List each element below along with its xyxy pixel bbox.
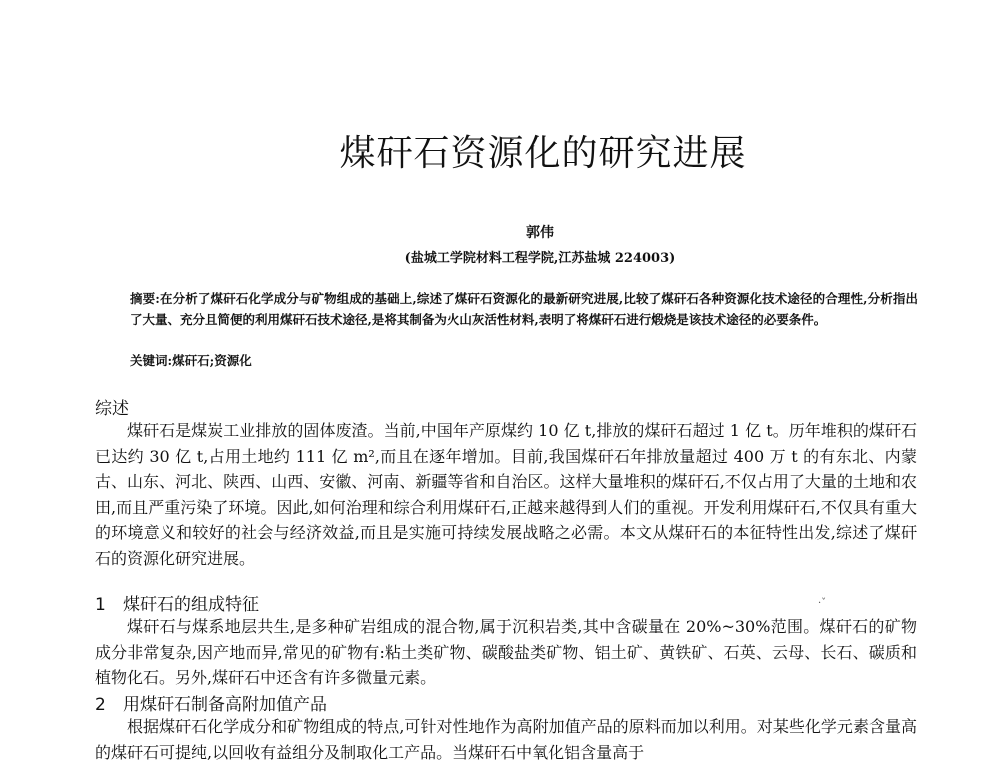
section-paragraph-high-value-products: 根据煤矸石化学成分和矿物组成的特点,可针对性地作为高附加值产品的原料而加以利用。对某些化学元素含量高的煤矸石可提纯,以回收有益组分及制取化工产品。当煤矸石中氧化铝含量高于: [95, 717, 917, 760]
author-affiliation: (盐城工学院材料工程学院,江苏盐城 224003): [404, 251, 676, 266]
section-heading-overview: [95, 394, 129, 419]
scan-artifact-mark: ·ˇ: [818, 598, 827, 609]
section-heading-high-value-products: [95, 690, 327, 715]
section-heading-text: 煤矸石的组成特征: [123, 595, 259, 615]
abstract: [130, 288, 918, 330]
keywords-label: 关键词:: [130, 353, 173, 368]
abstract-text: 在分析了煤矸石化学成分与矿物组成的基础上,综述了煤矸石资源化的最新研究进展,比较了煤矸石各种资源化技术途径的合理性,分析指出了大量、充分且简便的利用煤矸石技术途径,是将其制备为火山灰活性材料,表明了将煤矸石进行煅烧是该技术途径的必要条件。: [130, 291, 918, 327]
section-paragraph-composition: 煤矸石与煤系地层共生,是多种矿岩组成的混合物,属于沉积岩类,其中含碳量在 20%~30%范围。煤矸石的矿物成分非常复杂,因产地而异,常见的矿物有:粘土类矿物、碳酸盐类矿物、铝土矿、黄铁矿、石英、云母、长石、碳质和植物化石。另外,煤矸石中还含有许多微量元素。: [95, 617, 917, 687]
section-number: 1: [95, 595, 106, 615]
paper-title: 煤矸石资源化的研究进展: [339, 133, 747, 174]
author-name: 郭伟: [526, 225, 554, 241]
section-heading-composition: [95, 590, 259, 615]
abstract-label: 摘要:: [130, 291, 160, 306]
keywords: [130, 351, 252, 369]
section-heading-text: 综述: [95, 399, 129, 419]
section-number: 2: [95, 695, 106, 715]
section-heading-text: 用煤矸石制备高附加值产品: [123, 695, 327, 715]
keywords-text: 煤矸石;资源化: [172, 353, 252, 368]
section-paragraph-overview: 煤矸石是煤炭工业排放的固体废渣。当前,中国年产原煤约 10 亿 t,排放的煤矸石超过 1 亿 t。历年堆积的煤矸石已达约 30 亿 t,占用土地约 111 亿 m²,而且在逐年增加。目前,我国煤矸石年排放量超过 400 万 t 的有东北、内蒙古、山东、河北、陕西、山西、安徽、河南、新疆等省和自治区。这样大量堆积的煤矸石,不仅占用了大量的土地和农田,而且严重污染了环境。因此,如何治理和综合利用煤矸石,正越来越得到人们的重视。开发利用煤矸石,不仅具有重大的环境意义和较好的社会与经济效益,而且是实施可持续发展战略之必需。本文从煤矸石的本征特性出发,综述了煤矸石的资源化研究进展。: [95, 421, 917, 568]
